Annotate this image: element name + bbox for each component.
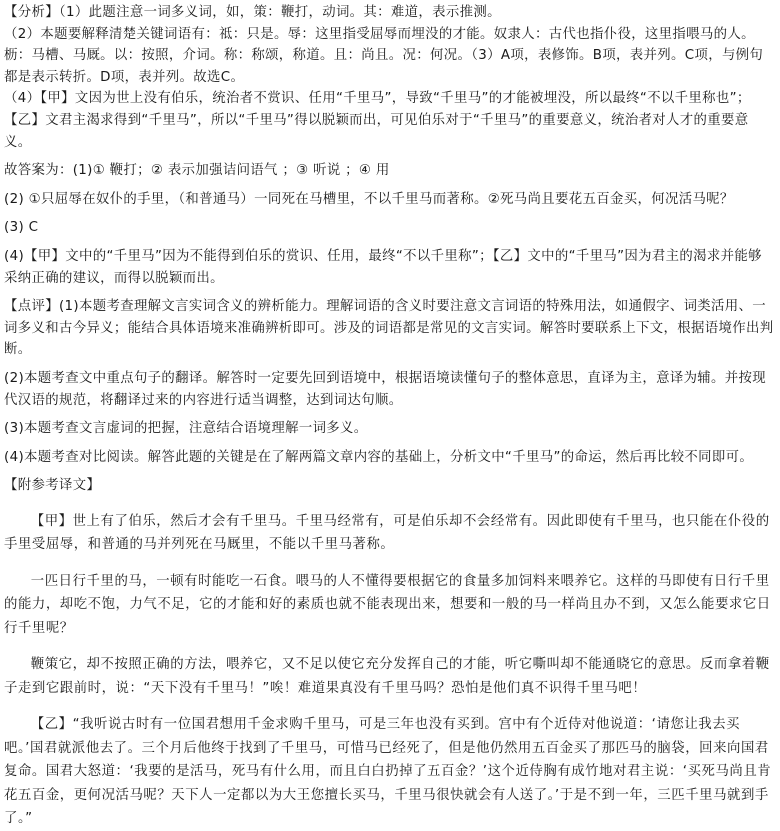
answer-line-1: 故答案为：(1)① 鞭打；② 表示加强诘问语气 ；③ 听说 ；④ 用 — [4, 163, 390, 179]
answer-line-4: (4)【甲】文中的“千里马”因为不能得到伯乐的赏识、任用，最终“不以千里称”；【乙】文中的“千里马”因为君主的渴求并能够采纳正确的建议，而得以脱颖而出。 — [4, 248, 762, 286]
reference-translation-heading: 【附参考译文】 — [4, 478, 101, 494]
translation-paragraph-2: 一匹日行千里的马，一顿有时能吃一石食。喂马的人不懂得要根据它的食量多加饲料来喂养它。这样的马即使有日行千里的能力，却吃不饱，力气不足，它的才能和好的素质也就不能表现出来，想要和一般的马一样尚且办不到，又怎么能要求它日行千里呢？ — [4, 573, 771, 636]
comment-paragraph-2: (2)本题考查文中重点句子的翻译。解答时一定要先回到语境中，根据语境读懂句子的整体意思，直译为主，意译为辅。并按现代汉语的规范，将翻译过来的内容进行适当调整，达到词达句顺。 — [4, 370, 767, 408]
translation-paragraph-3: 鞭策它，却不按照正确的方法，喂养它，又不足以使它充分发挥自己的才能，听它嘶叫却不能通晓它的意思。反而拿着鞭子走到它跟前时，说：“天下没有千里马！”唉！难道果真没有千里马吗？恐怕是他们真不识得千里马吧！ — [4, 657, 770, 696]
analysis-paragraph-2: （2）本题要解释清楚关键词语有：祗：只是。辱：这里指受屈辱而埋没的才能。奴隶人：古代也指仆役，这里指喂马的人。枥：马槽、马厩。以：按照，介词。称：称颂，称道。且：尚且。况：何况。（3）A项，表修饰。B项，表并列。C项，与例句都是表示转折。D项，表并列。故选C。 — [4, 26, 764, 85]
analysis-paragraph-3: （4）【甲】文因为世上没有伯乐，统治者不赏识、任用“千里马”，导致“千里马”的才能被埋没，所以最终“不以千里称也”；【乙】文君主渴求得到“千里马”，所以“千里马”得以脱颖而出，可见伯乐对于“千里马”的重要意义，统治者对人才的重要意义。 — [4, 91, 751, 150]
translation-paragraph-1: 【甲】世上有了伯乐，然后才会有千里马。千里马经常有，可是伯乐却不会经常有。因此即使有千里马，也只能在仆役的手里受屈辱，和普通的马并列死在马厩里，不能以千里马著称。 — [4, 513, 770, 553]
comment-paragraph-4: (4)本题考查对比阅读。解答此题的关键是在了解两篇文章内容的基础上，分析文中“千里马”的命运，然后再比较不同即可。 — [4, 449, 754, 465]
comment-paragraph-3: (3)本题考查文言虚词的把握，注意结合语境理解一词多义。 — [4, 421, 368, 437]
answer-line-2: (2) ①只屈辱在奴仆的手里，（和普通马）一同死在马槽里，不以千里马而著称。②死马尚且要花五百金买，何况活马呢？ — [4, 191, 734, 207]
translation-paragraph-4: 【乙】“我听说古时有一位国君想用千金求购千里马，可是三年也没有买到。宫中有个近侍对他说道：‘请您让我去买吧。’国君就派他去了。三个月后他终于找到了千里马，可惜马已经死了，但是他仍然用五百金买了那匹马的脑袋，回来向国君复命。国君大怒道：‘我要的是活马，死马有什么用，而且白白扔掉了五百金？’这个近侍胸有成竹地对君主说：‘买死马尚且肯花五百金，更何况活马呢？天下人一定都以为大王您擅长买马，千里马很快就会有人送了。’于是不到一年，三匹千里马就到手了。” — [4, 717, 772, 827]
answer-line-3: (3) C — [4, 220, 39, 236]
analysis-paragraph-1: 【分析】（1）此题注意一词多义词，如，策：鞭打，动词。其：难道，表示推测。 — [4, 5, 501, 20]
comment-paragraph-1: 【点评】(1)本题考查理解文言实词含义的辨析能力。理解词语的含义时要注意文言词语的特殊用法，如通假字、词类活用、一词多义和古今异义；能结合具体语境来准确辨析即可。涉及的词语都是常见的文言实词。解答时要联系上下文，根据语境作出判断。 — [4, 299, 774, 358]
